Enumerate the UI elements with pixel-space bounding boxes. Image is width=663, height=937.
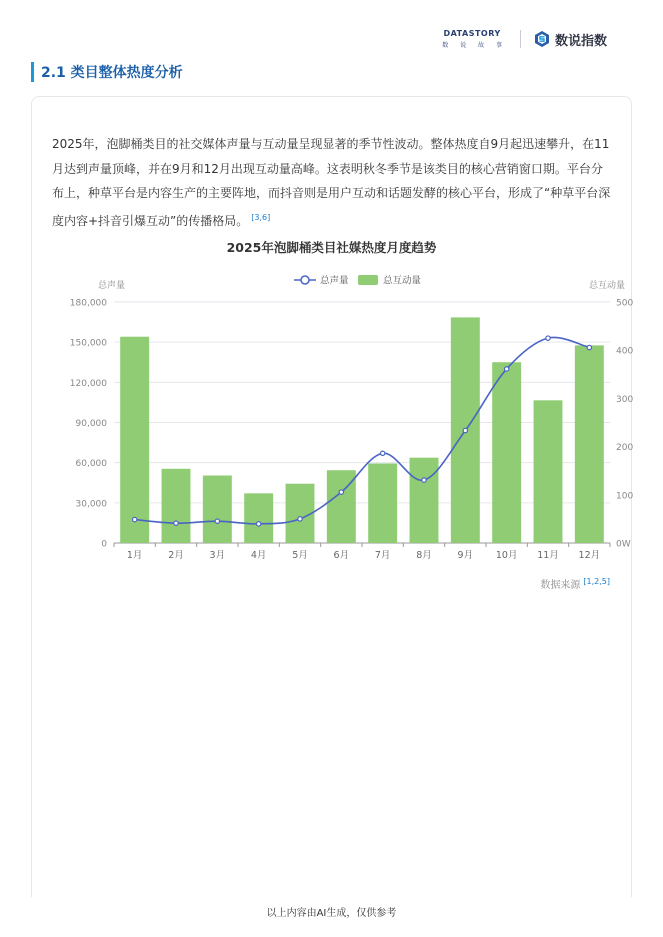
brand-name: 数说指数 [554, 33, 607, 49]
paragraph-text: 2025年，泡脚桶类目的社交媒体声量与互动量呈现显著的季节性波动。整体热度自9月起迅速攀升，在11月达到声量顶峰，并在9月和12月出现互动量高峰。这表明秋冬季节是该类目的核心营销窗口期。平台分布上，种草平台是内容生产的主要阵地，而抖音则是用户互动和话题发酵的核心平台，形成了“种草平台深度内容+抖音引爆互动”的传播格局。 [52, 137, 611, 228]
x-tick-label: 6月 [333, 550, 350, 561]
interaction-bar [410, 458, 439, 543]
x-tick-label: 8月 [416, 550, 432, 561]
right-tick-label: 200 [616, 443, 634, 454]
volume-point [463, 428, 467, 432]
right-tick-label: 300 [616, 394, 634, 405]
legend-bar-label: 总互动量 [383, 275, 422, 287]
volume-point [298, 517, 302, 521]
volume-point [422, 478, 426, 482]
volume-point [132, 517, 136, 521]
left-tick-label: 30,000 [75, 499, 107, 510]
x-tick-label: 9月 [457, 550, 474, 561]
volume-point [174, 521, 178, 525]
x-tick-label: 1月 [126, 550, 143, 561]
interaction-bar [162, 469, 191, 543]
right-tick-label: 400 [616, 346, 634, 357]
right-axis-label: 总互动量 [589, 281, 626, 291]
x-tick-label: 2月 [168, 550, 184, 561]
left-tick-label: 150,000 [69, 338, 107, 349]
interaction-bar [244, 493, 273, 543]
left-tick-label: 90,000 [75, 419, 107, 429]
x-tick-label: 12月 [578, 550, 601, 561]
x-tick-label: 11月 [537, 550, 559, 561]
volume-point [546, 336, 550, 340]
left-tick-label: 180,000 [69, 298, 107, 309]
interaction-bar [534, 400, 563, 543]
ai-disclaimer: 以上内容由AI生成，仅供参考 [266, 908, 397, 919]
x-tick-label: 3月 [209, 550, 226, 561]
source-citation[interactable]: [1,2,5] [583, 576, 610, 586]
x-tick-label: 4月 [250, 550, 267, 561]
x-tick-label: 7月 [374, 550, 391, 561]
left-axis-label: 总声量 [98, 281, 126, 291]
volume-point [339, 490, 343, 494]
data-source [540, 576, 610, 591]
volume-point [256, 522, 260, 526]
interaction-bar [575, 345, 604, 543]
left-tick-label: 0 [101, 539, 107, 550]
interaction-bar [203, 476, 232, 543]
datastory-logo-text: DATASTORY [443, 29, 501, 38]
section-title: 2.1 类目整体热度分析 [41, 65, 183, 81]
legend-line-label: 总声量 [320, 275, 349, 287]
volume-point [504, 367, 508, 371]
volume-point [380, 451, 384, 455]
volume-point [215, 519, 219, 523]
chart-title: 2025年泡脚桶类目社媒热度月度趋势 [226, 240, 437, 255]
interaction-bar [492, 362, 521, 543]
legend-line-marker [301, 276, 309, 284]
source-label: 数据来源 [540, 580, 581, 591]
left-tick-label: 120,000 [69, 378, 107, 389]
x-tick-label: 5月 [292, 550, 308, 561]
x-tick-label: 10月 [495, 550, 518, 561]
right-tick-label: 0W [616, 539, 631, 550]
interaction-bar [120, 337, 149, 543]
datastory-logo-subtext: 数 说 故 事 [442, 42, 507, 49]
paragraph-citation[interactable]: [3,6] [251, 212, 271, 222]
legend-bar-swatch [358, 275, 378, 285]
right-tick-label: 100 [616, 491, 634, 502]
volume-point [587, 345, 591, 349]
left-tick-label: 60,000 [75, 459, 107, 470]
interaction-bar [368, 463, 397, 543]
right-tick-label: 500 [616, 298, 634, 309]
